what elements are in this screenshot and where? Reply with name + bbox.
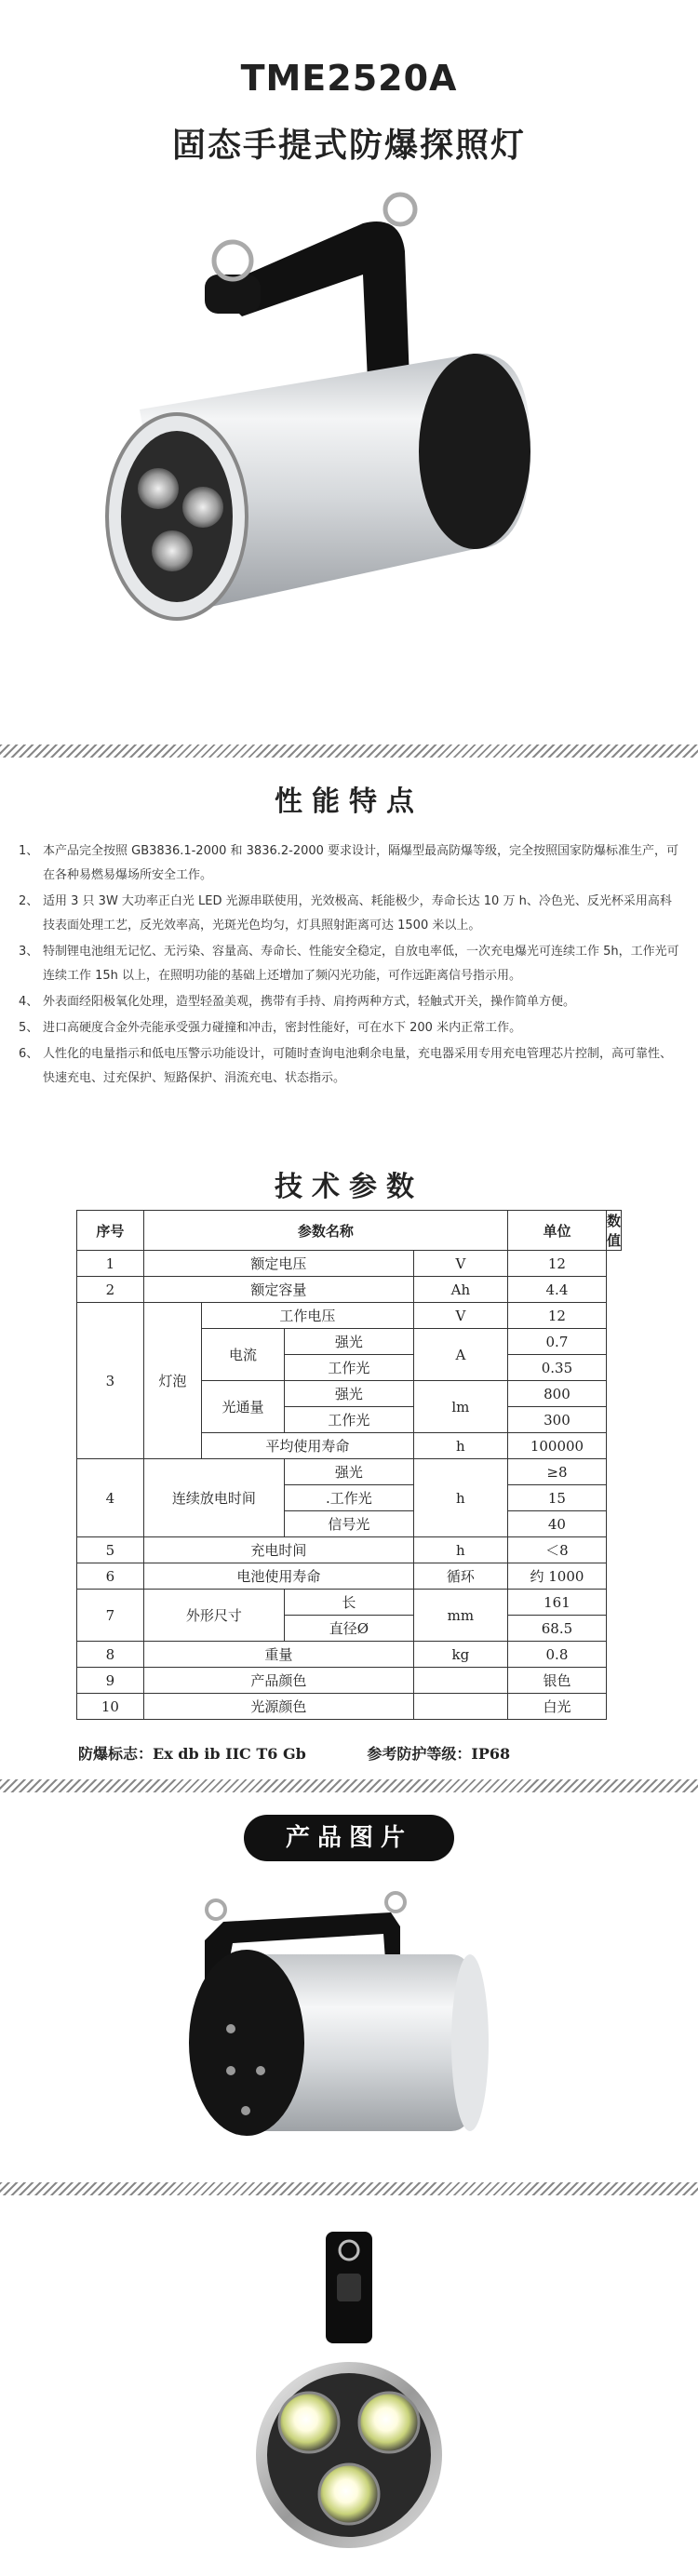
gallery-title: 产品图片 bbox=[244, 1815, 454, 1861]
table-row: 工作光 300 bbox=[77, 1407, 622, 1433]
feature-item: 2、 适用 3 只 3W 大功率正白光 LED 光源串联使用，光效极高、耗能极少，寿命长达 10 万 h、冷色光、反光杯采用高科技表面处理工艺，反光效率高，光斑光色均匀，灯具照射距离可达 1500 米以上。 bbox=[19, 894, 672, 932]
table-row: 7 外形尺寸 长 mm 161 bbox=[77, 1590, 622, 1616]
table-header: 序号 参数名称 单位 数值 bbox=[77, 1211, 622, 1251]
section-divider bbox=[0, 1779, 698, 1792]
table-row: 2 额定容量 Ah 4.4 bbox=[77, 1277, 622, 1303]
spec-table bbox=[76, 1210, 622, 1720]
table-row: 4 连续放电时间 强光 h ≥8 bbox=[77, 1459, 622, 1485]
table-row: .工作光 15 bbox=[77, 1485, 622, 1511]
table-row: 5 充电时间 h ＜8 bbox=[77, 1537, 622, 1563]
table-row: 直径Ø 68.5 bbox=[77, 1616, 622, 1642]
certification-line bbox=[78, 1742, 637, 1764]
features-list bbox=[19, 839, 681, 1093]
section-divider bbox=[0, 745, 698, 758]
table-row: 8 重量 kg 0.8 bbox=[77, 1642, 622, 1668]
feature-item: 4、 外表面经阳极氧化处理，造型轻盈美观，携带有手持、肩挎两种方式，轻触式开关，操作简单方便。 bbox=[19, 995, 576, 1009]
feature-item: 5、 进口高硬度合金外壳能承受强力碰撞和冲击，密封性能好，可在水下 200 米内正常工作。 bbox=[19, 1021, 522, 1035]
table-row: 6 电池使用寿命 循环 约 1000 bbox=[77, 1563, 622, 1590]
section-divider bbox=[0, 2182, 698, 2195]
table-row: 电流 强光 A 0.7 bbox=[77, 1329, 622, 1355]
ex-mark: 防爆标志：Ex db ib IIC T6 Gb bbox=[78, 1745, 306, 1763]
table-row: 10 光源颜色 白光 bbox=[77, 1694, 622, 1720]
table-row: 平均使用寿命 h 100000 bbox=[77, 1433, 622, 1459]
table-row: 1 额定电压 V 12 bbox=[77, 1251, 622, 1277]
table-row: 工作光 0.35 bbox=[77, 1355, 622, 1381]
feature-item: 6、 人性化的电量指示和低电压警示功能设计，可随时查询电池剩余电量，充电器采用专用充电管理芯片控制，高可靠性、快速充电、过充保护、短路保护、涓流充电、状态指示。 bbox=[19, 1047, 673, 1085]
table-row: 9 产品颜色 银色 bbox=[77, 1668, 622, 1694]
product-name: 固态手提式防爆探照灯 bbox=[171, 127, 526, 165]
features-title: 性能特点 bbox=[275, 785, 423, 818]
table-row: 3 灯泡 工作电压 V 12 bbox=[77, 1303, 622, 1329]
hero-flashlight-image bbox=[84, 186, 624, 689]
ip-rating: 参考防护等级：IP68 bbox=[367, 1745, 511, 1763]
table-row: 信号光 40 bbox=[77, 1511, 622, 1537]
feature-item: 1、 本产品完全按照 GB3836.1-2000 和 3836.2-2000 要求设计，隔爆型最高防爆等级，完全按照国家防爆标准生产，可在各种易燃易爆场所安全工作。 bbox=[19, 844, 679, 882]
product-photo-front bbox=[251, 2222, 447, 2567]
product-photo-side bbox=[168, 1889, 530, 2168]
feature-item: 3、 特制锂电池组无记忆、无污染、容量高、寿命长、性能安全稳定，自放电率低，一次充电爆光可连续工作 5h，工作光可连续工作 15h 以上，在照明功能的基础上还增加了频闪光功能，可作远距离信号指示用。 bbox=[19, 945, 679, 983]
specs-title: 技术参数 bbox=[275, 1171, 423, 1203]
table-row: 光通量 强光 lm 800 bbox=[77, 1381, 622, 1407]
product-model: TME2520A bbox=[240, 58, 458, 99]
